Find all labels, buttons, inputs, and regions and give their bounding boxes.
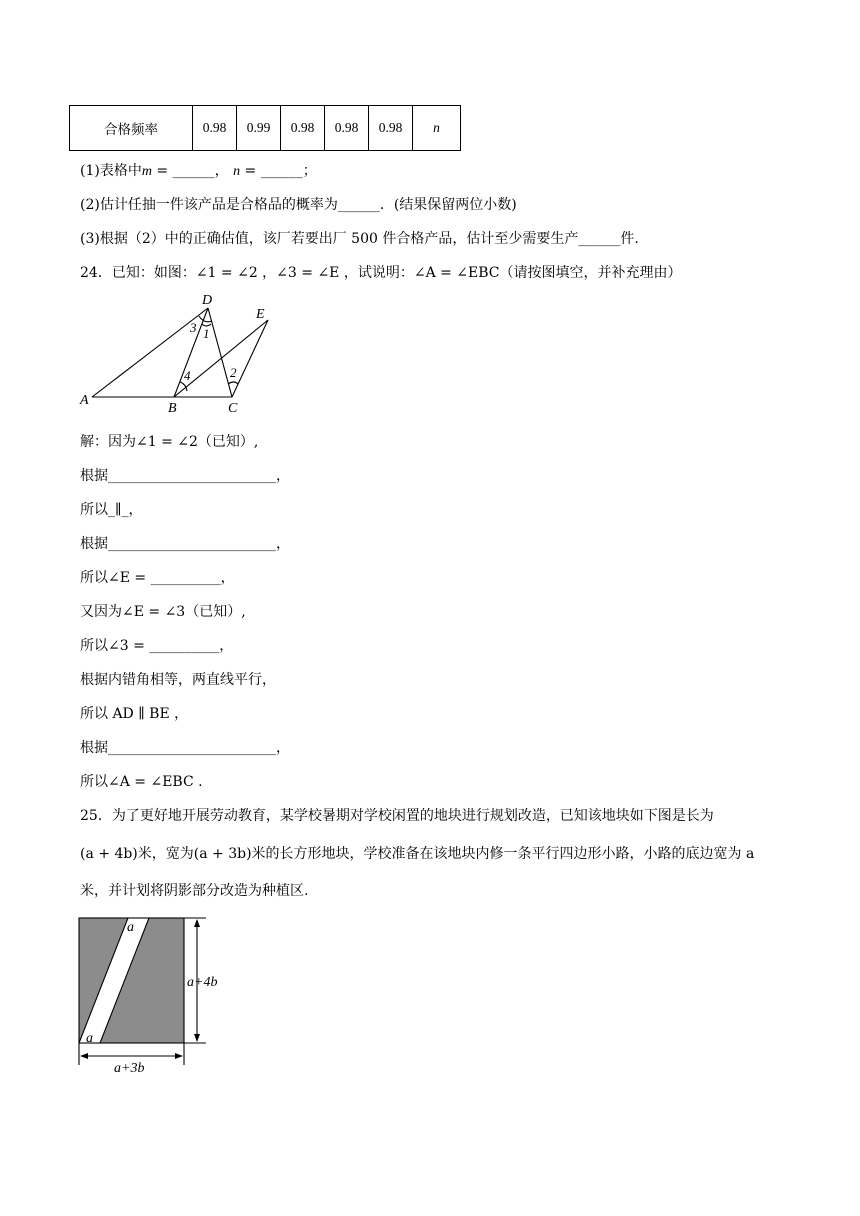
point-label-e: E [256, 307, 265, 322]
table-cell: 0.98 [325, 106, 369, 151]
length-label: a+4b [187, 975, 218, 990]
solution-line: 又因为∠E = ∠3（已知）, [80, 604, 246, 620]
angle-label-2: 2 [230, 365, 237, 380]
solution-line: 根据________________________， [80, 740, 290, 756]
solution-line: 解：因为∠1 = ∠2（已知）, [80, 434, 259, 450]
solution-line: 所以∠3 = __________， [80, 638, 234, 654]
angle-label-1: 1 [203, 326, 210, 341]
q25-text-line3: 米，并计划将阴影部分改造为种植区. [80, 883, 309, 899]
solution-line: 所以∠A = ∠EBC . [80, 774, 203, 790]
q23-part3: (3)根据（2）中的正确估值，该厂若要出厂 500 件合格产品，估计至少需要生产______件. [80, 231, 639, 247]
point-label-a: A [80, 393, 89, 408]
answer-blank[interactable]: ______ [260, 163, 303, 179]
point-label-b: B [168, 401, 177, 415]
q24-title: 24．已知：如图：∠1 = ∠2 ，∠3 = ∠E ，试说明：∠A = ∠EBC（请按图填空，并补充理由） [80, 265, 682, 281]
q23-part1: (1)表格中m = ______， n = ______； [80, 163, 317, 179]
angle-label-4: 4 [184, 368, 191, 383]
angle-label-3: 3 [190, 320, 197, 335]
point-label-c: C [228, 401, 238, 415]
table-cell: 0.98 [193, 106, 237, 151]
solution-line: 根据内错角相等，两直线平行， [80, 672, 276, 688]
triangle-figure [78, 290, 278, 415]
solution-line: 所以 AD ∥ BE ， [80, 706, 189, 722]
solution-line: 所以∠E = __________， [80, 570, 235, 586]
table-header-cell: 合格频率 [70, 106, 193, 151]
point-label-d: D [202, 293, 213, 308]
table-cell: 0.98 [369, 106, 413, 151]
table-row [70, 106, 461, 151]
table-cell: 0.99 [237, 106, 281, 151]
path-bottom-width-label: a [86, 1031, 93, 1046]
table-cell: 0.98 [281, 106, 325, 151]
width-label: a+3b [114, 1061, 145, 1075]
answer-blank[interactable]: ______ [172, 163, 215, 179]
rectangle-plot-figure [76, 915, 236, 1075]
q23-part2: (2)估计任抽一件该产品是合格品的概率为______．(结果保留两位小数) [80, 197, 517, 213]
solution-line: 根据________________________， [80, 536, 290, 552]
q25-text-line1: 25．为了更好地开展劳动教育，某学校暑期对学校闲置的地块进行规划改造，已知该地块如下图是长为 [80, 808, 714, 824]
q25-text-line2: (a + 4b)米，宽为(a + 3b)米的长方形地块，学校准备在该地块内修一条平行四边形小路，小路的底边宽为 a [80, 846, 755, 862]
solution-line: 根据________________________， [80, 468, 290, 484]
solution-line: 所以_∥_， [80, 502, 143, 518]
table-cell: n [413, 106, 461, 151]
path-top-width-label: a [127, 920, 134, 935]
frequency-table [69, 105, 461, 151]
